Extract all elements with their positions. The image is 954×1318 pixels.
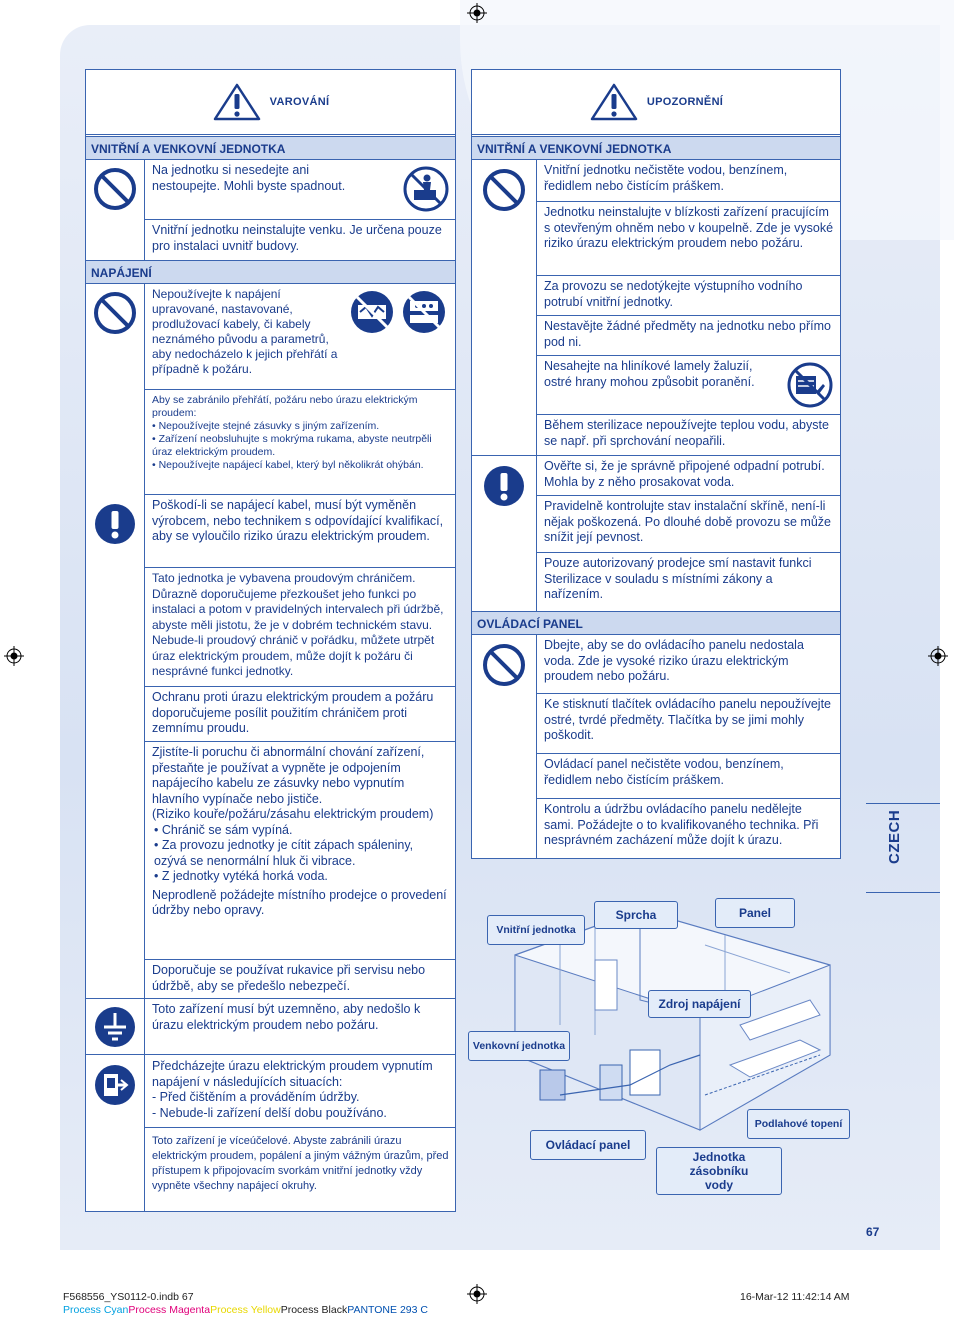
caution-row [537, 553, 840, 611]
row-text: Nepoužívejte k napájení upravované, nastavované, prodlužovací kabely, či kabely neznámého původu a parametrů, aby nedocházelo k jejich přehřátí a případně k požáru. [152, 287, 338, 376]
icon-cell [472, 456, 537, 611]
footer-color-name: Process Magenta [128, 1304, 211, 1316]
row-text: Nesahejte na hliníkové lamely žaluzií, ostré hrany mohou způsobit poranění. [544, 359, 755, 389]
caution-row [537, 456, 840, 496]
row-text: Během sterilizace nepoužívejte teplou vodu, abyste se např. při sprchování neopařili. [544, 418, 829, 448]
row-text: Za provozu se nedotýkejte výstupního vodního potrubí vnitřní jednotky. [544, 279, 803, 309]
bullet-text: • Nepoužívejte napájecí kabel, který byl několikrát ohýbán. [152, 459, 424, 471]
footer-color-name: Process Yellow [210, 1304, 281, 1316]
footer-color-name: Process Black [280, 1304, 348, 1316]
row-text: - Nebude-li zařízení delší dobu používáno. [152, 1105, 387, 1120]
warning-row [145, 742, 455, 960]
caution-row [537, 202, 840, 276]
row-text: Na jednotku si nesedejte ani nestoupejte. Mohli byste spadnout. [152, 163, 346, 193]
row-text: Předcházejte úrazu elektrickým proudem vypnutím napájení v následujících situacích: [152, 1059, 433, 1089]
row-text: Ovládací panel nečistěte vodou, benzínem, ředidlem nebo čistícím práškem. [544, 757, 784, 787]
row-text: Ochranu proti úrazu elektrickým proudem a požáru doporučujeme posílit použitím chráničem proti zemnímu proudu. [152, 690, 434, 735]
caution-row [537, 496, 840, 553]
caution-row [537, 415, 840, 456]
section-title: OVLÁDACÍ PANEL [472, 611, 840, 635]
row-text: Nestavějte žádné předměty na jednotku nebo přímo pod ni. [544, 319, 831, 349]
mandatory-icon [482, 464, 526, 508]
warning-row [145, 220, 455, 260]
footer-color-bar [63, 1304, 428, 1316]
row-text: Pouze autorizovaný prodejce smí nastavit funkci Sterilizace v souladu s místními zákony a nařízením. [544, 556, 812, 601]
section-title: NAPÁJENÍ [86, 260, 455, 284]
row-text: Kontrolu a údržbu ovládacího panelu nedělejte sami. Požádejte o to kvalifikovaného technika. Při nesprávném zacházení může dojít k úrazu. [544, 802, 819, 847]
warning-row [145, 390, 455, 495]
row-text: Aby se zabránilo přehřátí, požáru nebo úrazu elektrickým proudem: [152, 394, 418, 419]
label-control-panel: Ovládací panel [530, 1130, 646, 1160]
row-text: - Před čištěním a prováděním údržby. [152, 1090, 360, 1104]
prohibition-icon [482, 643, 526, 687]
bullet-text: • Nepoužívejte stejné zásuvky s jiným zařízením. [152, 420, 380, 432]
caution-row [537, 316, 840, 356]
icon-cell [472, 160, 537, 456]
warning-row [145, 960, 455, 999]
icon-cell [86, 495, 145, 999]
caution-row [537, 276, 840, 316]
icon-cell [86, 160, 145, 260]
footer-color-name: PANTONE 293 C [347, 1304, 428, 1316]
row-text: Ke stisknutí tlačítek ovládacího panelu nepoužívejte ostré, tvrdé předměty. Tlačítka by se jimi mohly poškodit. [544, 697, 831, 742]
row-text: (Riziko kouře/požáru/zásahu elektrickým proudem) [152, 807, 434, 821]
label-outdoor-unit: Venkovní jednotka [468, 1031, 570, 1061]
warning-box [85, 69, 456, 1212]
no-extension-cable-icon [349, 289, 395, 335]
footer-date: 16-Mar-12 11:42:14 AM [740, 1291, 850, 1303]
registration-mark-icon [467, 1284, 487, 1304]
row-text: Neprodleně požádejte místního prodejce o provedení údržby nebo opravy. [152, 887, 447, 917]
icon-cell [472, 635, 537, 858]
warning-row [145, 687, 455, 742]
section-title: VNITŘNÍ A VENKOVNÍ JEDNOTKA [472, 136, 840, 160]
no-sitting-icon [403, 166, 449, 212]
bullet-text: • Z jednotky vytéká horká voda. [154, 869, 328, 883]
caution-row [537, 694, 840, 754]
bullet-text: • Zařízení neobsluhujte s mokrýma rukama, abyste neutrpěli úraz elektrickým proudem. [152, 433, 432, 458]
row-text: Vnitřní jednotku nečistěte vodou, benzínem, ředidlem nebo čistícím práškem. [544, 163, 788, 193]
mandatory-icon [93, 502, 137, 546]
registration-mark-icon [467, 3, 487, 23]
label-panel: Panel [715, 898, 795, 928]
warning-header [86, 70, 455, 135]
caution-title: UPOZORNĚNÍ [646, 96, 724, 108]
label-shower: Sprcha [594, 901, 678, 929]
warning-triangle-icon [589, 82, 639, 122]
warning-triangle-icon [212, 82, 262, 122]
footer-color-name: Process Cyan [63, 1304, 129, 1316]
prohibition-icon [482, 168, 526, 212]
section-title: VNITŘNÍ A VENKOVNÍ JEDNOTKA [86, 136, 455, 160]
icon-cell [86, 999, 145, 1055]
row-text: Zjistíte-li poruchu či abnormální chování zařízení, přestaňte je používat a vypněte je odpojením napájecího kabelu ze zásuvky nebo vypnutím hlavního vypínače nebo jističe. [152, 745, 425, 806]
caution-row [537, 635, 840, 694]
registration-mark-icon [928, 646, 948, 666]
caution-row [537, 160, 840, 202]
caution-row [537, 754, 840, 799]
row-text: Vnitřní jednotku neinstalujte venku. Je určena pouze pro instalaci uvnitř budovy. [152, 223, 442, 253]
no-touch-fins-icon [787, 362, 833, 408]
row-text: Ověřte si, že je správně připojené odpadní potrubí. Mohla by z něho prosakovat voda. [544, 459, 825, 489]
row-text: Dbejte, aby se do ovládacího panelu nedostala voda. Zde je vysoké riziko úrazu elektrickým proudem nebo požáru. [544, 638, 804, 683]
footer-file: F568556_YS0112-0.indb 67 [63, 1291, 194, 1303]
icon-cell [86, 284, 145, 495]
unplug-icon [93, 1063, 137, 1107]
page-number: 67 [866, 1225, 880, 1239]
prohibition-icon [93, 167, 137, 211]
row-text: Toto zařízení musí být uzemněno, aby nedošlo k úrazu elektrickým proudem nebo požáru. [152, 1002, 421, 1032]
no-extension-cable-icon [401, 289, 447, 335]
bullet-text: • Za provozu jednotky je cítit zápach spáleniny, ozývá se nenormální hluk či vibrace. [154, 838, 414, 868]
row-text: Poškodí-li se napájecí kabel, musí být vyměněn výrobcem, nebo technikem s odpovídající kvalifikací, aby se vyloučilo riziko úrazu elektrickým proudem. [152, 498, 444, 543]
ground-icon [93, 1005, 137, 1049]
caution-header [472, 70, 840, 135]
bullet-text: • Chránič se sám vypíná. [154, 822, 293, 837]
warning-row [145, 999, 455, 1055]
prohibition-icon [93, 291, 137, 335]
registration-mark-icon [4, 646, 24, 666]
language-tab-label: CZECH [886, 809, 903, 864]
language-tab [866, 803, 940, 893]
warning-row [145, 1055, 455, 1128]
icon-cell [86, 1055, 145, 1211]
label-indoor-unit: Vnitřní jednotka [487, 915, 585, 945]
row-text: Jednotku neinstalujte v blízkosti zařízení pracujícím s otevřeným ohněm nebo v koupelně. Zde je vysoké riziko úrazu elektrickým proudem nebo požáru. [544, 205, 834, 250]
warning-row [145, 568, 455, 687]
warning-row [145, 1128, 455, 1211]
row-text: Tato jednotka je vybavena proudovým chráničem. Důrazně doporučujeme přezkoušet jeho funkci po instalaci a potom v pravidelných intervalech při údržbě, abyste měli jistotu, že je v dobrém technickém stavu. Nebude-li proudový chránič v pořádku, můžete utrpět úraz elektrickým proudem, může dojít k požáru či nesprávné funkci jednotky. [152, 571, 444, 678]
label-water-tank-unit: Jednotka zásobníku vody [656, 1147, 782, 1195]
warning-row [145, 495, 455, 568]
row-text: Pravidelně kontrolujte stav instalační skříně, není-li nějak poškozená. Po dlouhé době provozu se může snížit její pevnost. [544, 499, 831, 544]
label-floor-heating: Podlahové topení [747, 1109, 850, 1139]
warning-title: VAROVÁNÍ [269, 96, 330, 108]
caution-row [537, 799, 840, 858]
label-power-supply: Zdroj napájení [648, 990, 751, 1018]
row-text: Toto zařízení je víceúčelové. Abyste zabránili úrazu elektrickým proudem, popálení a jiným vážným úrazům, před přístupem k připojovacím svorkám vnitřní jednotky vždy vypněte všechny napájecí okruhy. [152, 1135, 449, 1192]
row-text: Doporučuje se používat rukavice při servisu nebo údržbě, aby se předešlo nebezpečí. [152, 963, 426, 993]
caution-box [471, 69, 841, 859]
